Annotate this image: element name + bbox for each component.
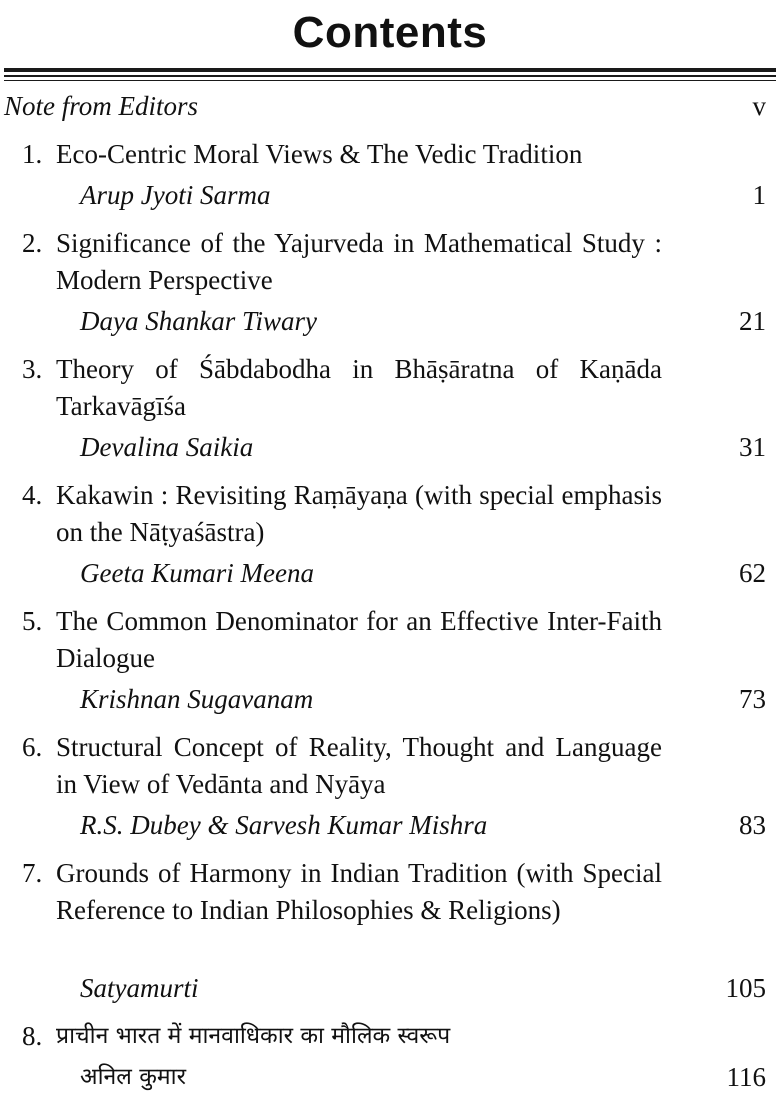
entry-author: अनिल कुमार <box>80 1064 186 1090</box>
entry-author: R.S. Dubey & Sarvesh Kumar Mishra <box>80 810 488 840</box>
entry-author: Arup Jyoti Sarma <box>80 180 271 210</box>
entry-title: The Common Denominator for an Effective Inter-Faith Dialogue <box>56 606 662 673</box>
entry-number: 5. <box>22 606 43 636</box>
entry-title: Grounds of Harmony in Indian Tradition (with Special Reference to Indian Philosophies & Religions) <box>56 858 662 925</box>
entry-author: Daya Shankar Tiwary <box>80 306 318 336</box>
entry-page: 105 <box>725 973 766 1003</box>
entry-title: प्राचीन भारत में मानवाधिकार का मौलिक स्वरूप <box>56 1023 451 1049</box>
entry-number: 4. <box>22 480 43 510</box>
entry-page: 116 <box>726 1062 766 1092</box>
entry-page: 1 <box>752 180 766 210</box>
title-rule-middle <box>4 75 776 77</box>
entry-author: Satyamurti <box>80 973 199 1003</box>
entry-title: Significance of the Yajurveda in Mathematical Study : Modern Perspective <box>56 228 662 295</box>
entry-page: 21 <box>739 306 766 336</box>
entry-title: Theory of Śābdabodha in Bhāṣāratna of Kaṇāda Tarkavāgīśa <box>56 354 662 421</box>
entry-page: 83 <box>739 810 766 840</box>
entry-author: Geeta Kumari Meena <box>80 558 314 588</box>
entry-page: 73 <box>739 684 766 714</box>
entry-page: 62 <box>739 558 766 588</box>
entry-title: Kakawin : Revisiting Raṃāyaṇa (with special emphasis on the Nāṭyaśāstra) <box>56 480 662 547</box>
entry-number: 3. <box>22 354 43 384</box>
entry-title: Eco-Centric Moral Views & The Vedic Tradition <box>56 139 583 169</box>
entry-page: 31 <box>739 432 766 462</box>
entry-title: Structural Concept of Reality, Thought and Language in View of Vedānta and Nyāya <box>56 732 662 799</box>
entry-number: 1. <box>22 139 43 169</box>
title-rule-thick <box>4 68 776 72</box>
entry-author: Krishnan Sugavanam <box>80 684 314 714</box>
title-rule-thin <box>4 80 776 81</box>
entry-author: Devalina Saikia <box>80 432 254 462</box>
entry-number: 6. <box>22 732 43 762</box>
front-matter-page: v <box>752 91 766 121</box>
entry-number: 7. <box>22 858 43 888</box>
front-matter-label: Note from Editors <box>4 91 199 121</box>
page-title: Contents <box>292 8 488 57</box>
entry-number: 8. <box>22 1021 43 1051</box>
entry-number: 2. <box>22 228 43 258</box>
